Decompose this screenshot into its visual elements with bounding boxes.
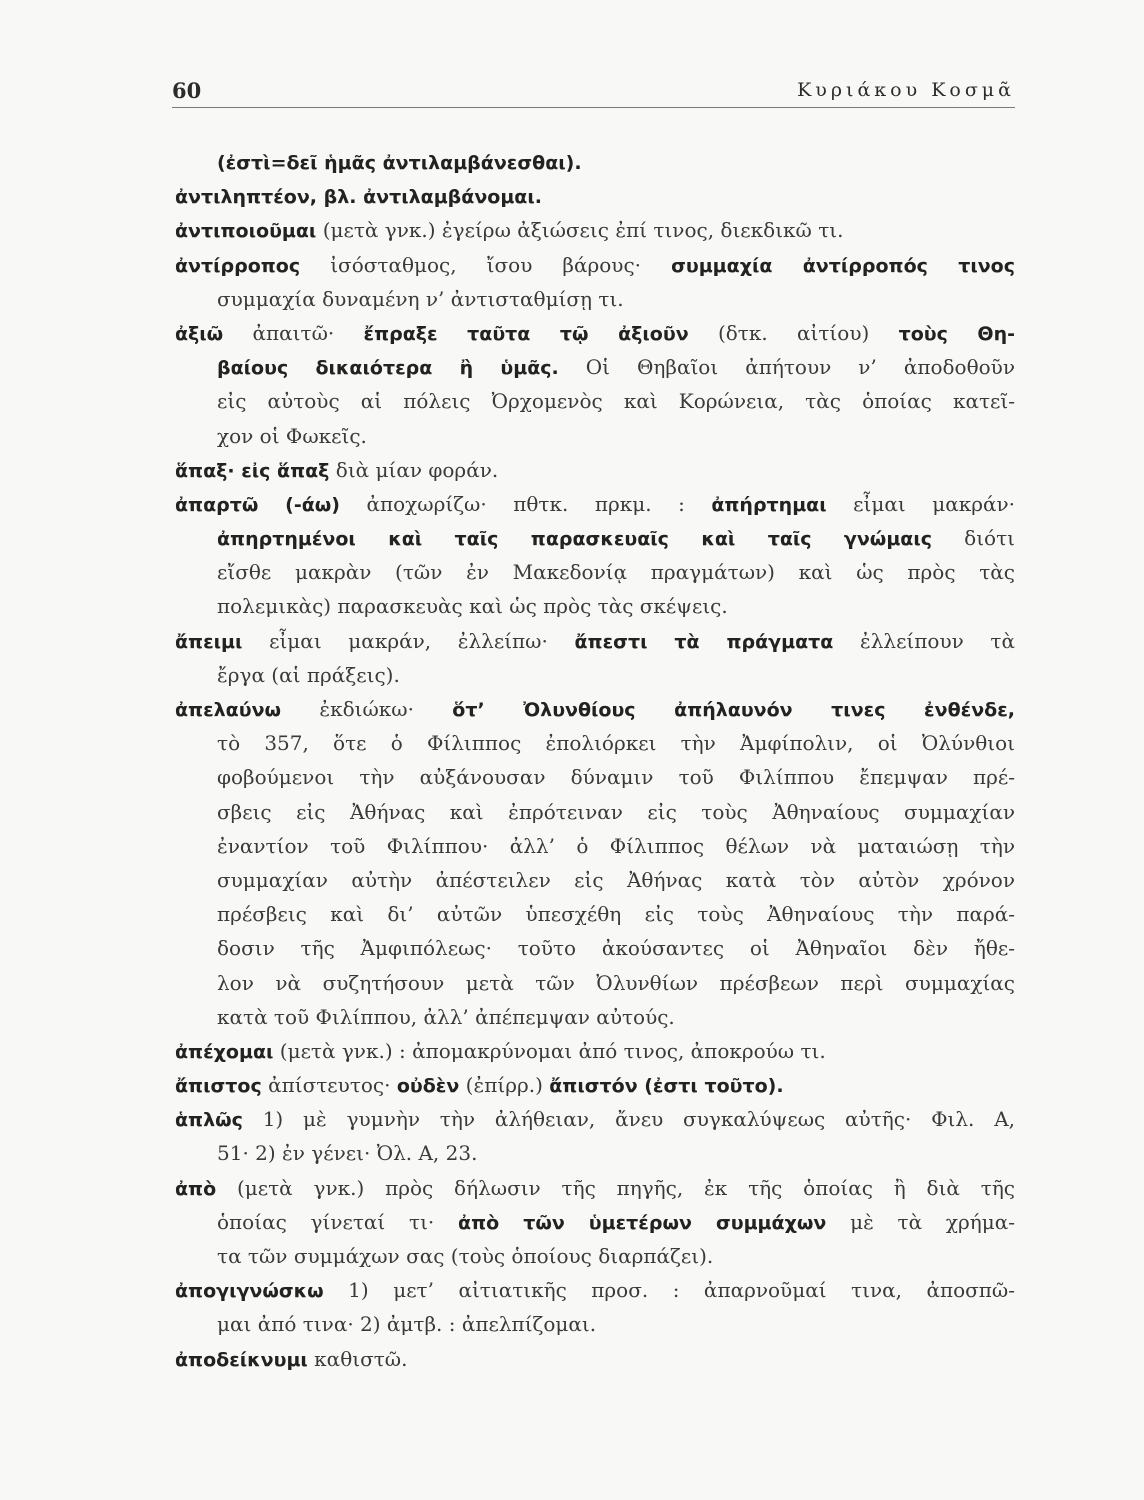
definition-text: διότι (932, 526, 1015, 551)
entry-line (175, 453, 1015, 487)
example-phrase: ἔπραξε ταῦτα τῷ ἀξιοῦν (363, 322, 689, 345)
headword: ἀπαρτῶ (-άω) (175, 493, 340, 516)
headword: ἀπογιγνώσκω (175, 1280, 324, 1303)
definition-text: (μετὰ γνκ.) πρὸς δήλωσιν τῆς πηγῆς, ἐκ τῆς ὁποίας ἢ διὰ τῆς (216, 1175, 1015, 1200)
example-phrase: ἀπήρτημαι (711, 493, 827, 516)
example-phrase: (ἐστὶ=δεῖ ἡμᾶς ἀντιλαμβάνεσθαι). (217, 152, 582, 174)
definition-text: ἐκδιώκω· (281, 697, 453, 721)
definition-text: φοβούμενοι τὴν αὐξάνουσαν δύναμιν τοῦ Φιλίππου ἔπεμψαν πρέ- (217, 765, 1015, 790)
headword: ἀπελαύνω (175, 699, 282, 721)
definition-text: τὸ 357, ὅτε ὁ Φίλιππος ἐπολιόρκει τὴν Ἀμφίπολιν, οἱ Ὀλύνθιοι (217, 731, 1015, 756)
continuation-line (175, 726, 1015, 760)
running-title: Κυριάκου Κοσμᾶ (797, 79, 1015, 101)
example-phrase: οὐδὲν (396, 1075, 460, 1098)
definition-text: μαι ἀπό τινα· 2) ἀμτβ. : ἀπελπίζομαι. (217, 1312, 597, 1337)
continuation-line (175, 419, 1015, 453)
entry-line (175, 692, 1015, 726)
entry-line (175, 213, 1015, 247)
definition-text: ἰσόσταθμος, ἴσου βάρους· (300, 252, 672, 277)
continuation-line (175, 282, 1015, 316)
definition-text: ἐναντίον τοῦ Φιλίππου· ἀλλ’ ὁ Φίλιππος θέλων νὰ ματαιώσῃ τὴν (217, 833, 1015, 858)
definition-text: (ἐπίρρ.) (459, 1073, 550, 1098)
headword: ἀξιῶ (175, 322, 224, 345)
definition-text: λον νὰ συζητήσουν μετὰ τῶν Ὀλυνθίων πρέσβεων περὶ συμμαχίας (217, 970, 1015, 995)
continuation-line (175, 145, 1015, 179)
headword: ἄπιστος (175, 1075, 262, 1098)
headword: ἄπειμι (175, 630, 243, 653)
definition-text: ἀποχωρίζω· πθτκ. πρκμ. : (339, 491, 712, 516)
headword: ἀντιληπτέον, βλ. ἀντιλαμβάνομαι. (175, 186, 542, 209)
continuation-line (175, 350, 1015, 384)
continuation-line (175, 589, 1015, 623)
definition-text: κατὰ τοῦ Φιλίππου, ἀλλ’ ἀπέπεμψαν αὐτούς. (217, 1004, 675, 1029)
definition-text: Οἱ Θηβαῖοι ἀπήτουν ν’ ἀποδοθοῦν (558, 355, 1015, 380)
page-number: 60 (172, 78, 202, 103)
example-phrase: τοὺς Θη- (898, 322, 1015, 345)
definition-text: εἰς αὐτοὺς αἱ πόλεις Ὀρχομενὸς καὶ Κορώνεια, τὰς ὁποίας κατεῖ- (217, 389, 1015, 414)
example-phrase: ἄπιστόν (ἐστι τοῦτο). (549, 1075, 784, 1098)
continuation-line (175, 795, 1015, 829)
definition-text: ἔργα (αἱ πράξεις). (217, 662, 400, 687)
continuation-line (175, 760, 1015, 794)
definition-text: (μετὰ γνκ.) : ἀπομακρύνομαι ἀπό τινος, ἀποκρούω τι. (273, 1038, 826, 1063)
continuation-line (175, 897, 1015, 931)
definition-text: καθιστῶ. (307, 1346, 408, 1371)
continuation-line (175, 829, 1015, 863)
entry-line (175, 248, 1015, 282)
definition-text: 1) μετ’ αἰτιατικῆς προσ. : ἀπαρνοῦμαί τινα, ἀποσπῶ- (323, 1278, 1015, 1303)
entry-line (175, 316, 1015, 350)
definition-text: ἀπαιτῶ· (223, 320, 364, 345)
example-phrase: ὅτ’ Ὀλυνθίους ἀπήλαυνόν τινες ἐνθένδε, (452, 699, 1015, 721)
example-phrase: ἀπηρτημένοι καὶ ταῖς παρασκευαῖς καὶ ταῖς γνώμαις (217, 528, 933, 551)
definition-text: μὲ τὰ χρήμα- (826, 1209, 1015, 1234)
entry-line (175, 624, 1015, 658)
definition-text: εἶμαι μακράν, ἐλλείπω· (242, 628, 575, 653)
continuation-line (175, 1205, 1015, 1239)
continuation-line (175, 1136, 1015, 1170)
continuation-line (175, 1000, 1015, 1034)
headword: ἀντίρροπος (175, 254, 301, 277)
header-rule (172, 107, 1015, 108)
example-phrase: βαίους δικαιότερα ἢ ὑμᾶς. (217, 357, 559, 380)
headword: ἁπλῶς (175, 1109, 243, 1132)
entry-line (175, 1171, 1015, 1205)
definition-text: 51· 2) ἐν γένει· Ὀλ. Α, 23. (217, 1141, 478, 1166)
definition-text: διὰ μίαν φοράν. (329, 457, 499, 482)
definition-text: δοσιν τῆς Ἀμφιπόλεως· τοῦτο ἀκούσαντες οἱ Ἀθηναῖοι δὲν ἤθε- (217, 936, 1015, 961)
continuation-line (175, 1239, 1015, 1273)
definition-text: εἴσθε μακρὰν (τῶν ἐν Μακεδονίᾳ πραγμάτων) καὶ ὡς πρὸς τὰς (217, 560, 1015, 585)
continuation-line (175, 521, 1015, 555)
headword: ἀπέχομαι (175, 1040, 274, 1063)
definition-text: εἶμαι μακράν· (826, 491, 1015, 516)
entry-line (175, 1034, 1015, 1068)
definition-text: συμμαχία δυναμένη ν’ ἀντισταθμίσῃ τι. (217, 286, 624, 311)
definition-text: (μετὰ γνκ.) ἐγείρω ἀξιώσεις ἐπί τινος, διεκδικῶ τι. (316, 218, 844, 243)
definition-text: πολεμικὰς) παρασκευὰς καὶ ὡς πρὸς τὰς σκέψεις. (217, 594, 728, 619)
continuation-line (175, 931, 1015, 965)
headword: ἅπαξ· εἰς ἅπαξ (175, 459, 330, 482)
definition-text: πρέσβεις καὶ δι’ αὐτῶν ὑπεσχέθη εἰς τοὺς Ἀθηναίους τὴν παρά- (217, 902, 1015, 927)
headword: ἀπὸ (175, 1177, 217, 1200)
continuation-line (175, 863, 1015, 897)
example-phrase: ἄπεστι τὰ πράγματα (574, 630, 834, 653)
continuation-line (175, 1307, 1015, 1341)
entry-line (175, 1273, 1015, 1307)
continuation-line (175, 966, 1015, 1000)
definition-text: 1) μὲ γυμνὴν τὴν ἀλήθειαν, ἄνευ συγκαλύψεως αὐτῆς· Φιλ. Α, (242, 1107, 1015, 1132)
continuation-line (175, 384, 1015, 418)
example-phrase: συμμαχία ἀντίρροπός τινος (671, 254, 1015, 277)
entry-line (175, 179, 1015, 213)
entry-line (175, 1068, 1015, 1102)
entry-line (175, 1102, 1015, 1136)
definition-text: (δτκ. αἰτίου) (688, 320, 899, 345)
headword: ἀντιποιοῦμαι (175, 220, 317, 243)
definition-text: ἐλλείπουν τὰ (833, 628, 1015, 653)
example-phrase: ἀπὸ τῶν ὑμετέρων συμμάχων (458, 1211, 827, 1234)
headword: ἀποδείκνυμι (175, 1348, 308, 1371)
definition-text: ἀπίστευτος· (261, 1073, 397, 1098)
definition-text: χον οἱ Φωκεῖς. (217, 423, 367, 448)
lexicon-text (175, 145, 1015, 1376)
continuation-line (175, 658, 1015, 692)
entry-line (175, 487, 1015, 521)
definition-text: ὁποίας γίνεταί τι· (217, 1209, 459, 1234)
continuation-line (175, 555, 1015, 589)
definition-text: τα τῶν συμμάχων σας (τοὺς ὁποίους διαρπάζει). (217, 1244, 714, 1268)
definition-text: σβεις εἰς Ἀθήνας καὶ ἐπρότειναν εἰς τοὺς Ἀθηναίους συμμαχίαν (217, 799, 1015, 824)
entry-line (175, 1342, 1015, 1376)
definition-text: συμμαχίαν αὐτὴν ἀπέστειλεν εἰς Ἀθήνας κατὰ τὸν αὐτὸν χρόνον (217, 867, 1015, 892)
